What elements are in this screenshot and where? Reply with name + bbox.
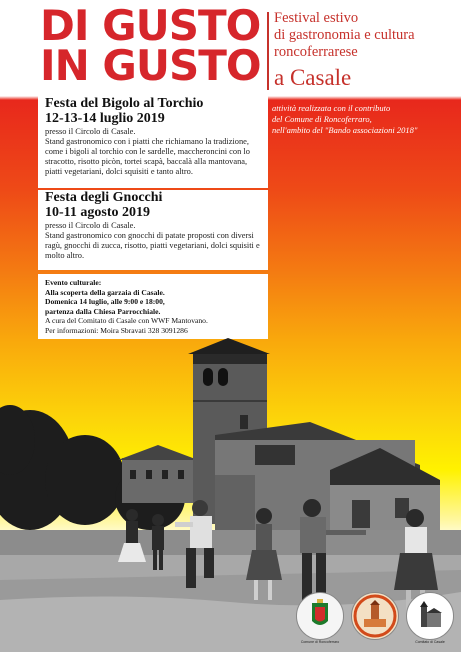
event-bigolo-place: presso il Circolo di Casale.	[45, 127, 136, 136]
event-gnocchi-title: Festa degli Gnocchi	[45, 190, 163, 205]
comitato-casale-church-icon	[406, 592, 454, 644]
church-nave	[215, 422, 440, 545]
contribution-line-1: attività realizzata con il contributo	[272, 103, 391, 113]
event-cultural-subtitle: Alla scoperta della garzaia di Casale.	[45, 287, 165, 297]
festival-line-3: roncoferrarese	[274, 44, 358, 60]
comune-roncoferraro-crest-icon	[296, 592, 344, 644]
sponsor-logos	[296, 592, 456, 648]
event-bigolo-dates: 12-13-14 luglio 2019	[45, 111, 165, 126]
contribution-line-3: nell'ambito del "Bando associazioni 2018"	[272, 125, 418, 135]
event-cultural-title: Evento culturale:	[45, 278, 102, 287]
event-bigolo-title: Festa del Bigolo al Torchio	[45, 96, 204, 111]
event-gnocchi-dates: 10-11 agosto 2019	[45, 205, 150, 220]
location-label: a Casale	[274, 65, 352, 90]
event-gnocchi-card	[38, 190, 268, 270]
festival-line-2: di gastronomia e cultura	[274, 27, 415, 43]
festival-subtitle	[274, 10, 459, 61]
background-house	[118, 445, 198, 503]
contribution-line-2: del Comune di Roncoferraro,	[272, 114, 372, 124]
event-cultural-organizer: A cura del Comitato di Casale con WWF Mantovano.	[45, 316, 208, 325]
circolo-casale-tower-icon	[351, 592, 399, 640]
logo-caption-3: Comitato di Casale	[415, 640, 445, 644]
contribution-note	[272, 103, 457, 136]
event-gnocchi-description: Stand gastronomico con gnocchi di patate proposti con diversi ragù, gnocchi di zucca, risotto, piatti vegetariani, dolci squisiti e molto altro.	[45, 231, 260, 260]
event-bigolo-card	[38, 96, 268, 188]
festival-title	[40, 1, 265, 90]
festival-line-1: Festival estivo	[274, 10, 359, 26]
title-line-1: DI GUSTO	[40, 1, 261, 50]
header-divider	[267, 12, 269, 90]
event-cultural-info: Per informazioni: Moira Sbravati 328 3091286	[45, 325, 188, 335]
logo-caption-1: Comune di Roncoferraro	[300, 640, 340, 644]
event-cultural-departure: partenza dalla Chiesa Parrocchiale.	[45, 306, 161, 316]
title-line-2: IN GUSTO	[40, 41, 261, 90]
event-gnocchi-place: presso il Circolo di Casale.	[45, 221, 136, 230]
event-cultural-when: Domenica 14 luglio, alle 9:00 e 18:00,	[45, 297, 165, 306]
event-bigolo-description: Stand gastronomico con i piatti che richiamano la tradizione, come i bigoli al torchio con le sardelle, maccheroncini con lo stracotto, risotto picòn, tortei scapà, baccalà alla mantovana, piatti vegetariani, dolci squisiti e tanto altro.	[45, 137, 250, 176]
